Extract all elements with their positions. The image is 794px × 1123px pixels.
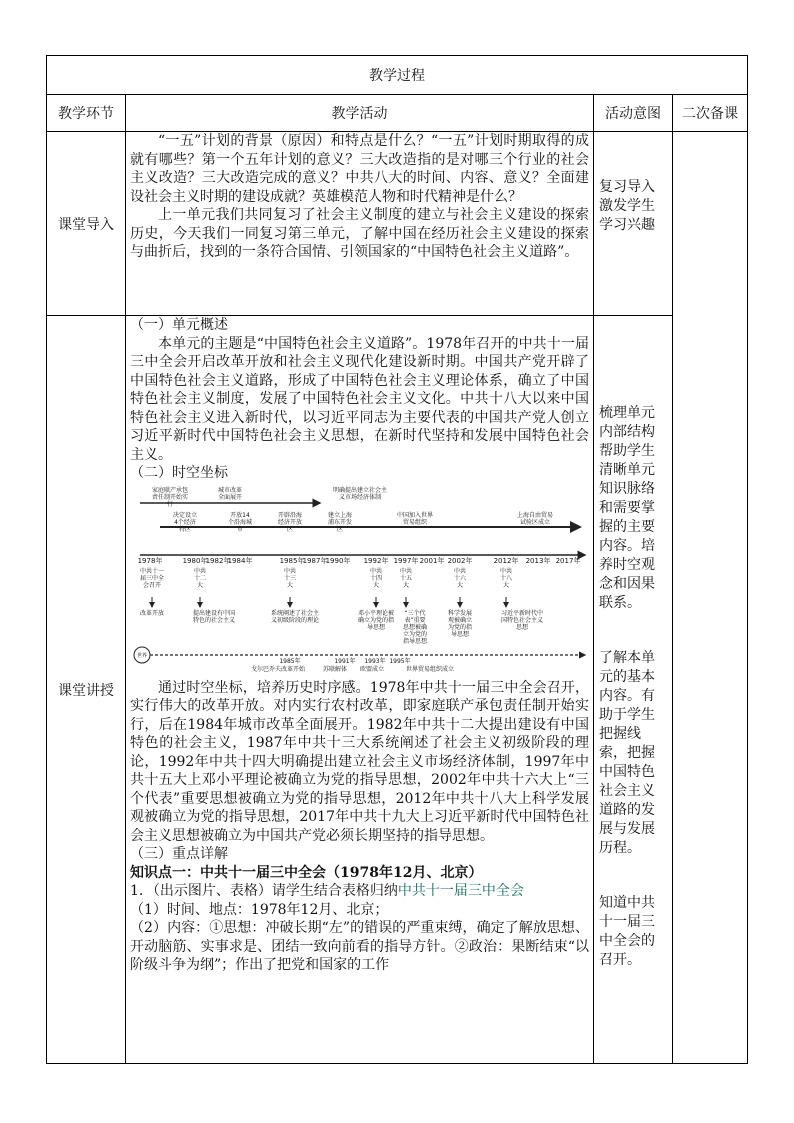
header-revision: 二次备课 (673, 95, 748, 132)
world-event-2: 欧盟成立 (359, 665, 385, 673)
top-event-1: 城市改革全面展开 (217, 486, 243, 501)
year-label-10: 2002年 (447, 556, 473, 565)
world-event-3: 世界贸易组织成立 (405, 665, 455, 673)
kp1-item1 (130, 882, 589, 901)
congress-3: 中共十四大 (369, 567, 383, 589)
result-0: 改革开放 (139, 609, 165, 617)
top-event-0: 家庭联产承包责任制开始实行 (151, 486, 189, 508)
world-event-1: 苏联解体 (322, 665, 348, 673)
top-event-2: 明确提出建立社会主义市场经济体制 (332, 486, 388, 501)
mid-event-4: 中国加入世界贸易组织 (396, 511, 434, 526)
result-2: 系统阐述了社会主义初级阶段的理论 (270, 609, 320, 624)
year-label-8: 1997年 (393, 556, 419, 565)
congress-4: 中共十五大 (399, 567, 413, 589)
kp1-time: （1）时间、地点：1978年12月、北京； (130, 901, 389, 918)
year-label-11: 2012年 (493, 556, 519, 565)
year-label-4: 1985年 (279, 556, 305, 565)
section-lecture: 课堂讲授 (47, 316, 126, 1064)
kp1-item1-prefix: 1．（出示图片、表格）请学生结合表格归纳 (130, 883, 398, 899)
world-year-2: 1993年 (364, 657, 386, 665)
result-1: 提出建设有中国特色的社会主义 (192, 609, 236, 624)
lesson-table (46, 55, 748, 1064)
year-label-12: 2013年 (525, 556, 551, 565)
intent-content: 了解本单元的基本内容。有助于学生把握线索，把握中国特色社会主义道路的发展与发展历程。 (599, 650, 655, 856)
year-label-7: 1992年 (363, 556, 389, 565)
intro-activity (126, 132, 594, 316)
coords-heading: （二）时空坐标 (130, 465, 228, 481)
world-event-0: 戈尔巴乔夫改革开始 (250, 665, 306, 673)
result-3: 邓小平理论被确立为党的指导思想 (357, 609, 395, 631)
header-intent: 活动意图 (594, 95, 673, 132)
world-year-1: 1991年 (334, 657, 356, 665)
year-label-3: 1984年 (227, 556, 253, 565)
year-label-6: 1990年 (325, 556, 351, 565)
overview-heading: （一）单元概述 (130, 317, 228, 333)
coords-text: 通过时空坐标，培养历史时序感。1978年中共十一届三中全会召开，实行伟大的改革开放。对内实行农村改革，即家庭联产承包责任制开始实行，后在1984年城市改革全面展开。1982年中共十二大提出建设有中国特色的社会主义，1987年中共十三大系统阐述了社会主义初级阶段的理论，1992年中共十四大明确提出建立社会主义市场经济体制，1997年中共十五大上邓小平理论被确立为党的指导思想，2002年中共十六大上“三个代表”重要思想被确立为党的指导思想，2012年中共十八大上科学发展观被确立为党的指导思想，2017年中共十九大上习近平新时代中国特色社会主义思想被确立为中国共产党必须长期坚持的指导思想。 (130, 679, 589, 844)
congress-6: 中共十八大 (499, 567, 513, 589)
intro-questions: “一五”计划的背景（原因）和特点是什么？“一五”计划时期取得的成就有哪些？第一个五年计划的意义？三大改造指的是对哪三个行业的社会主义改造？三大改造完成的意义？中共八大的时间、内容、意义？全面建设社会主义时期的建设成就？英雄模范人物和时代精神是什么？ (130, 133, 589, 205)
year-label-0: 1978年 (137, 556, 163, 565)
kp1-content: （2）内容：①思想：冲破长期“左”的错误的严重束缚，确定了解放思想、开动脑筋、实事求是、团结一致向前看的指导方针。②政治：果断结束“以阶级斗争为纲”；作出了把党和国家的工作 (130, 920, 589, 973)
table-title: 教学过程 (47, 56, 748, 95)
lecture-activity (126, 316, 594, 1064)
header-stage: 教学环节 (47, 95, 126, 132)
world-label: 世界 (136, 652, 148, 659)
congress-2: 中共十三大 (283, 567, 297, 589)
intent-structure: 梳理单元内部结构帮助学生清晰单元知识脉络和需要掌握的主要内容。培养时空观念和因果联系。 (599, 405, 655, 611)
intent-plenum: 知道中共十一届三中全会的召开。 (599, 895, 655, 968)
congress-0: 中共十一届三中全会召开 (139, 567, 165, 589)
section-intro: 课堂导入 (47, 132, 126, 316)
result-5: 科学发展观被确立为党的指导思想 (447, 609, 473, 638)
year-label-1: 1980年 (182, 556, 208, 565)
mid-event-5: 上海自由贸易试验区成立 (516, 511, 554, 526)
congress-1: 中共十二大 (193, 567, 207, 589)
header-activity: 教学活动 (126, 95, 594, 132)
intro-intent: 复习导入激发学生学习兴趣 (594, 132, 673, 316)
world-year-0: 1985年 (279, 657, 301, 665)
mid-event-0: 决定设立 4个经济特区 (172, 511, 198, 533)
detail-heading: （三）重点详解 (130, 846, 228, 862)
year-label-13: 2017年 (555, 556, 581, 565)
timeline-svg (130, 485, 590, 673)
timeline-figure (130, 485, 589, 673)
revision-cell[interactable] (673, 132, 748, 1064)
lecture-intent (594, 316, 673, 1064)
kp1-title: 知识点一：中共十一届三中全会（1978年12月、北京） (130, 864, 483, 881)
year-label-2: 1982年 (205, 556, 231, 565)
mid-event-2: 开辟沿海经济开放区 (277, 511, 303, 533)
intro-transition: 上一单元我们共同复习了社会主义制度的建立与社会主义建设的探索历史，今天我们一同复习第三单元，了解中国在经历社会主义建设的探索与曲折后，找到的一条符合国情、引领国家的“中国特色社会主义道路”。 (130, 207, 589, 260)
overview-text: 本单元的主题是“中国特色社会主义道路”。1978年召开的中共十一届三中全会开启改革开放和社会主义现代化建设新时期。中国共产党开辟了中国特色社会主义道路，形成了中国特色社会主义理论体系，确立了中国特色社会主义制度，发展了中国特色社会主义文化。中共十八大以来中国特色社会主义进入新时代，以习近平同志为主要代表的中国共产党人创立习近平新时代中国特色社会主义思想，在新时代坚持和发展中国特色社会主义。 (130, 335, 589, 463)
mid-event-3: 建立上海浦东开发区 (327, 511, 353, 533)
year-label-9: 2001年 (419, 556, 445, 565)
mid-event-1: 开放14 个沿海城市 (227, 511, 253, 533)
result-4: “三个代表”重要思想被确立为党的指导思想 (402, 609, 428, 645)
result-6: 习近平新时代中国特色社会主义思想 (500, 609, 544, 631)
kp1-item1-highlight: 中共十一届三中全会 (397, 883, 524, 899)
year-label-5: 1987年 (302, 556, 328, 565)
world-year-3: 1995年 (389, 657, 411, 665)
congress-5: 中共十六大 (453, 567, 467, 589)
